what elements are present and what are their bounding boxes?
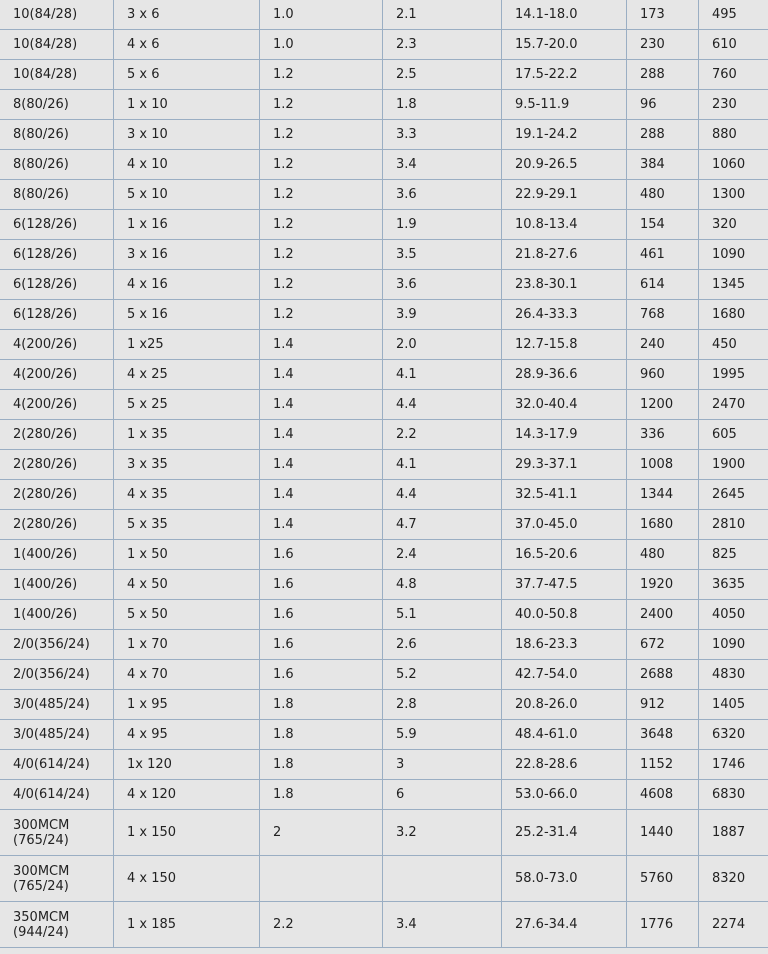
cell-outer-diameter: 15.7-20.0 bbox=[502, 30, 627, 60]
cell-cores-x-area: 5 x 6 bbox=[114, 60, 260, 90]
cell-cable-weight: 230 bbox=[699, 90, 768, 120]
cell-awg-size: 3/0(485/24) bbox=[0, 720, 114, 750]
cell-cores-x-area: 1 x 35 bbox=[114, 420, 260, 450]
cell-awg-size: 4(200/26) bbox=[0, 330, 114, 360]
cell-outer-diameter: 58.0-73.0 bbox=[502, 856, 627, 902]
cell-awg-size: 2/0(356/24) bbox=[0, 630, 114, 660]
cell-sheath-thickness: 6 bbox=[383, 780, 502, 810]
cell-cable-weight: 1680 bbox=[699, 300, 768, 330]
cell-cores-x-area: 3 x 16 bbox=[114, 240, 260, 270]
cell-awg-size: 350MCM (944/24) bbox=[0, 902, 114, 948]
cell-copper-weight: 288 bbox=[627, 60, 699, 90]
cell-cores-x-area: 5 x 35 bbox=[114, 510, 260, 540]
cell-cores-x-area: 1 x 95 bbox=[114, 690, 260, 720]
table-row bbox=[0, 540, 768, 570]
cell-insulation-thickness: 1.2 bbox=[260, 270, 383, 300]
table-row bbox=[0, 810, 768, 856]
cell-cores-x-area: 5 x 50 bbox=[114, 600, 260, 630]
cell-awg-size: 2(280/26) bbox=[0, 480, 114, 510]
cell-copper-weight: 1920 bbox=[627, 570, 699, 600]
cell-copper-weight: 912 bbox=[627, 690, 699, 720]
cell-awg-size: 6(128/26) bbox=[0, 270, 114, 300]
cell-cores-x-area: 1 x 50 bbox=[114, 540, 260, 570]
table-row bbox=[0, 690, 768, 720]
cell-cable-weight: 1746 bbox=[699, 750, 768, 780]
cell-outer-diameter: 42.7-54.0 bbox=[502, 660, 627, 690]
cell-outer-diameter: 53.0-66.0 bbox=[502, 780, 627, 810]
cell-copper-weight: 1152 bbox=[627, 750, 699, 780]
cell-insulation-thickness: 1.4 bbox=[260, 390, 383, 420]
table-row bbox=[0, 750, 768, 780]
cell-sheath-thickness: 4.1 bbox=[383, 360, 502, 390]
cell-insulation-thickness: 1.4 bbox=[260, 480, 383, 510]
table-row bbox=[0, 180, 768, 210]
cell-copper-weight: 1008 bbox=[627, 450, 699, 480]
cell-insulation-thickness: 1.4 bbox=[260, 330, 383, 360]
cell-cable-weight: 320 bbox=[699, 210, 768, 240]
cell-copper-weight: 96 bbox=[627, 90, 699, 120]
cell-awg-size: 10(84/28) bbox=[0, 0, 114, 30]
cell-outer-diameter: 23.8-30.1 bbox=[502, 270, 627, 300]
cell-insulation-thickness: 1.2 bbox=[260, 150, 383, 180]
table-row bbox=[0, 856, 768, 902]
cell-awg-size: 300MCM (765/24) bbox=[0, 810, 114, 856]
cell-sheath-thickness: 2.2 bbox=[383, 420, 502, 450]
cell-outer-diameter: 40.0-50.8 bbox=[502, 600, 627, 630]
cell-copper-weight: 384 bbox=[627, 150, 699, 180]
cell-copper-weight: 960 bbox=[627, 360, 699, 390]
cell-cores-x-area: 4 x 150 bbox=[114, 856, 260, 902]
cell-outer-diameter: 10.8-13.4 bbox=[502, 210, 627, 240]
cell-outer-diameter: 17.5-22.2 bbox=[502, 60, 627, 90]
cell-outer-diameter: 21.8-27.6 bbox=[502, 240, 627, 270]
cell-copper-weight: 240 bbox=[627, 330, 699, 360]
cell-insulation-thickness: 1.4 bbox=[260, 510, 383, 540]
cell-awg-size: 10(84/28) bbox=[0, 60, 114, 90]
cell-insulation-thickness: 1.6 bbox=[260, 660, 383, 690]
cell-insulation-thickness: 1.6 bbox=[260, 600, 383, 630]
cell-cores-x-area: 1 x 150 bbox=[114, 810, 260, 856]
cell-outer-diameter: 37.0-45.0 bbox=[502, 510, 627, 540]
cell-cable-weight: 6320 bbox=[699, 720, 768, 750]
cell-cable-weight: 2470 bbox=[699, 390, 768, 420]
cell-copper-weight: 3648 bbox=[627, 720, 699, 750]
cell-cable-weight: 4830 bbox=[699, 660, 768, 690]
cell-cable-weight: 1405 bbox=[699, 690, 768, 720]
cell-outer-diameter: 18.6-23.3 bbox=[502, 630, 627, 660]
cell-awg-size: 8(80/26) bbox=[0, 90, 114, 120]
cell-awg-size: 1(400/26) bbox=[0, 570, 114, 600]
cell-insulation-thickness: 1.6 bbox=[260, 570, 383, 600]
cell-awg-size: 2(280/26) bbox=[0, 450, 114, 480]
cell-cable-weight: 1090 bbox=[699, 240, 768, 270]
table-row bbox=[0, 60, 768, 90]
cell-insulation-thickness bbox=[260, 856, 383, 902]
cell-outer-diameter: 25.2-31.4 bbox=[502, 810, 627, 856]
cell-sheath-thickness: 3 bbox=[383, 750, 502, 780]
cell-cores-x-area: 3 x 35 bbox=[114, 450, 260, 480]
cell-outer-diameter: 16.5-20.6 bbox=[502, 540, 627, 570]
cell-sheath-thickness: 5.2 bbox=[383, 660, 502, 690]
table-row bbox=[0, 420, 768, 450]
cell-sheath-thickness: 3.6 bbox=[383, 180, 502, 210]
cell-insulation-thickness: 1.6 bbox=[260, 540, 383, 570]
cell-copper-weight: 1680 bbox=[627, 510, 699, 540]
cell-insulation-thickness: 1.6 bbox=[260, 630, 383, 660]
cell-cable-weight: 760 bbox=[699, 60, 768, 90]
cell-cores-x-area: 4 x 35 bbox=[114, 480, 260, 510]
cell-sheath-thickness: 2.1 bbox=[383, 0, 502, 30]
cell-insulation-thickness: 1.0 bbox=[260, 0, 383, 30]
cell-cable-weight: 450 bbox=[699, 330, 768, 360]
cell-cores-x-area: 5 x 25 bbox=[114, 390, 260, 420]
cell-copper-weight: 1344 bbox=[627, 480, 699, 510]
cell-copper-weight: 2400 bbox=[627, 600, 699, 630]
cell-insulation-thickness: 1.2 bbox=[260, 60, 383, 90]
table-row bbox=[0, 780, 768, 810]
cell-cable-weight: 1090 bbox=[699, 630, 768, 660]
cell-outer-diameter: 32.0-40.4 bbox=[502, 390, 627, 420]
table-row bbox=[0, 120, 768, 150]
cell-outer-diameter: 28.9-36.6 bbox=[502, 360, 627, 390]
table-row bbox=[0, 270, 768, 300]
cell-outer-diameter: 12.7-15.8 bbox=[502, 330, 627, 360]
cell-awg-size: 2(280/26) bbox=[0, 510, 114, 540]
cell-copper-weight: 672 bbox=[627, 630, 699, 660]
cell-copper-weight: 461 bbox=[627, 240, 699, 270]
cell-copper-weight: 1200 bbox=[627, 390, 699, 420]
cell-sheath-thickness: 4.8 bbox=[383, 570, 502, 600]
cell-sheath-thickness: 5.1 bbox=[383, 600, 502, 630]
table-row bbox=[0, 660, 768, 690]
cell-insulation-thickness: 1.0 bbox=[260, 30, 383, 60]
cell-awg-size: 6(128/26) bbox=[0, 210, 114, 240]
cell-copper-weight: 336 bbox=[627, 420, 699, 450]
table-row bbox=[0, 902, 768, 948]
cell-cores-x-area: 1 x 16 bbox=[114, 210, 260, 240]
cell-outer-diameter: 14.3-17.9 bbox=[502, 420, 627, 450]
cell-insulation-thickness: 1.2 bbox=[260, 120, 383, 150]
cell-sheath-thickness bbox=[383, 856, 502, 902]
table-row bbox=[0, 630, 768, 660]
cell-sheath-thickness: 2.8 bbox=[383, 690, 502, 720]
cell-awg-size: 4(200/26) bbox=[0, 360, 114, 390]
cell-outer-diameter: 22.8-28.6 bbox=[502, 750, 627, 780]
cell-cable-weight: 1060 bbox=[699, 150, 768, 180]
cell-cable-weight: 3635 bbox=[699, 570, 768, 600]
cell-sheath-thickness: 2.5 bbox=[383, 60, 502, 90]
cell-cable-weight: 1300 bbox=[699, 180, 768, 210]
cell-cores-x-area: 3 x 6 bbox=[114, 0, 260, 30]
cell-cable-weight: 1900 bbox=[699, 450, 768, 480]
cell-awg-size: 10(84/28) bbox=[0, 30, 114, 60]
cell-sheath-thickness: 2.3 bbox=[383, 30, 502, 60]
cell-outer-diameter: 26.4-33.3 bbox=[502, 300, 627, 330]
cell-outer-diameter: 9.5-11.9 bbox=[502, 90, 627, 120]
cell-cores-x-area: 4 x 50 bbox=[114, 570, 260, 600]
cell-sheath-thickness: 1.9 bbox=[383, 210, 502, 240]
cell-cable-weight: 880 bbox=[699, 120, 768, 150]
cell-insulation-thickness: 1.2 bbox=[260, 300, 383, 330]
cell-insulation-thickness: 2.2 bbox=[260, 902, 383, 948]
cell-sheath-thickness: 3.3 bbox=[383, 120, 502, 150]
cell-insulation-thickness: 1.2 bbox=[260, 210, 383, 240]
cell-awg-size: 1(400/26) bbox=[0, 600, 114, 630]
cell-outer-diameter: 20.9-26.5 bbox=[502, 150, 627, 180]
table-row bbox=[0, 0, 768, 30]
cell-cable-weight: 825 bbox=[699, 540, 768, 570]
cell-awg-size: 2(280/26) bbox=[0, 420, 114, 450]
cell-sheath-thickness: 3.6 bbox=[383, 270, 502, 300]
cell-outer-diameter: 22.9-29.1 bbox=[502, 180, 627, 210]
cell-outer-diameter: 32.5-41.1 bbox=[502, 480, 627, 510]
table-row bbox=[0, 480, 768, 510]
cell-cable-weight: 495 bbox=[699, 0, 768, 30]
cell-outer-diameter: 27.6-34.4 bbox=[502, 902, 627, 948]
cell-sheath-thickness: 3.4 bbox=[383, 902, 502, 948]
cell-awg-size: 300MCM (765/24) bbox=[0, 856, 114, 902]
cell-sheath-thickness: 3.5 bbox=[383, 240, 502, 270]
cell-insulation-thickness: 1.4 bbox=[260, 360, 383, 390]
table-row bbox=[0, 360, 768, 390]
cell-sheath-thickness: 5.9 bbox=[383, 720, 502, 750]
cell-cable-weight: 2810 bbox=[699, 510, 768, 540]
table-row bbox=[0, 30, 768, 60]
cell-outer-diameter: 19.1-24.2 bbox=[502, 120, 627, 150]
cell-copper-weight: 173 bbox=[627, 0, 699, 30]
cell-copper-weight: 154 bbox=[627, 210, 699, 240]
cell-sheath-thickness: 4.4 bbox=[383, 480, 502, 510]
cell-outer-diameter: 37.7-47.5 bbox=[502, 570, 627, 600]
cell-insulation-thickness: 1.8 bbox=[260, 690, 383, 720]
cell-awg-size: 4(200/26) bbox=[0, 390, 114, 420]
cell-copper-weight: 1440 bbox=[627, 810, 699, 856]
cell-insulation-thickness: 1.8 bbox=[260, 750, 383, 780]
cell-copper-weight: 4608 bbox=[627, 780, 699, 810]
cell-awg-size: 8(80/26) bbox=[0, 150, 114, 180]
cell-copper-weight: 2688 bbox=[627, 660, 699, 690]
cell-insulation-thickness: 1.8 bbox=[260, 780, 383, 810]
cell-copper-weight: 288 bbox=[627, 120, 699, 150]
table-row bbox=[0, 510, 768, 540]
cell-cores-x-area: 4 x 25 bbox=[114, 360, 260, 390]
cell-cores-x-area: 1 x25 bbox=[114, 330, 260, 360]
table-row bbox=[0, 150, 768, 180]
cell-sheath-thickness: 4.7 bbox=[383, 510, 502, 540]
cell-cable-weight: 4050 bbox=[699, 600, 768, 630]
cell-sheath-thickness: 1.8 bbox=[383, 90, 502, 120]
cell-insulation-thickness: 1.8 bbox=[260, 720, 383, 750]
table-row bbox=[0, 600, 768, 630]
cell-sheath-thickness: 4.4 bbox=[383, 390, 502, 420]
cell-sheath-thickness: 2.4 bbox=[383, 540, 502, 570]
cell-sheath-thickness: 2.6 bbox=[383, 630, 502, 660]
table-row bbox=[0, 210, 768, 240]
cell-awg-size: 3/0(485/24) bbox=[0, 690, 114, 720]
cell-awg-size: 1(400/26) bbox=[0, 540, 114, 570]
cell-cores-x-area: 5 x 16 bbox=[114, 300, 260, 330]
cell-cores-x-area: 4 x 120 bbox=[114, 780, 260, 810]
cell-awg-size: 8(80/26) bbox=[0, 120, 114, 150]
cell-insulation-thickness: 1.2 bbox=[260, 240, 383, 270]
cell-copper-weight: 230 bbox=[627, 30, 699, 60]
cell-cores-x-area: 4 x 70 bbox=[114, 660, 260, 690]
table-row bbox=[0, 390, 768, 420]
cell-cable-weight: 2274 bbox=[699, 902, 768, 948]
cell-insulation-thickness: 1.4 bbox=[260, 450, 383, 480]
cell-insulation-thickness: 1.2 bbox=[260, 180, 383, 210]
cell-cable-weight: 1995 bbox=[699, 360, 768, 390]
table-row bbox=[0, 90, 768, 120]
cell-sheath-thickness: 3.2 bbox=[383, 810, 502, 856]
cell-awg-size: 6(128/26) bbox=[0, 300, 114, 330]
cell-cores-x-area: 1 x 185 bbox=[114, 902, 260, 948]
table-row bbox=[0, 570, 768, 600]
cell-awg-size: 6(128/26) bbox=[0, 240, 114, 270]
cell-awg-size: 4/0(614/24) bbox=[0, 750, 114, 780]
cell-cores-x-area: 5 x 10 bbox=[114, 180, 260, 210]
cell-cores-x-area: 1x 120 bbox=[114, 750, 260, 780]
cell-cores-x-area: 1 x 70 bbox=[114, 630, 260, 660]
cell-cores-x-area: 4 x 10 bbox=[114, 150, 260, 180]
cell-copper-weight: 768 bbox=[627, 300, 699, 330]
table-row bbox=[0, 450, 768, 480]
cell-awg-size: 8(80/26) bbox=[0, 180, 114, 210]
table-row bbox=[0, 300, 768, 330]
cell-sheath-thickness: 3.4 bbox=[383, 150, 502, 180]
cell-insulation-thickness: 2 bbox=[260, 810, 383, 856]
cell-awg-size: 2/0(356/24) bbox=[0, 660, 114, 690]
cell-cable-weight: 605 bbox=[699, 420, 768, 450]
cell-outer-diameter: 20.8-26.0 bbox=[502, 690, 627, 720]
cell-cable-weight: 610 bbox=[699, 30, 768, 60]
cell-insulation-thickness: 1.2 bbox=[260, 90, 383, 120]
cell-cable-weight: 1345 bbox=[699, 270, 768, 300]
cell-awg-size: 4/0(614/24) bbox=[0, 780, 114, 810]
cell-sheath-thickness: 3.9 bbox=[383, 300, 502, 330]
cell-copper-weight: 1776 bbox=[627, 902, 699, 948]
cell-copper-weight: 614 bbox=[627, 270, 699, 300]
cell-sheath-thickness: 4.1 bbox=[383, 450, 502, 480]
cell-cable-weight: 2645 bbox=[699, 480, 768, 510]
cell-cable-weight: 6830 bbox=[699, 780, 768, 810]
table-row bbox=[0, 720, 768, 750]
cell-outer-diameter: 48.4-61.0 bbox=[502, 720, 627, 750]
cell-cores-x-area: 4 x 16 bbox=[114, 270, 260, 300]
cell-outer-diameter: 14.1-18.0 bbox=[502, 0, 627, 30]
cell-cores-x-area: 3 x 10 bbox=[114, 120, 260, 150]
cell-outer-diameter: 29.3-37.1 bbox=[502, 450, 627, 480]
cell-cable-weight: 8320 bbox=[699, 856, 768, 902]
cell-copper-weight: 480 bbox=[627, 540, 699, 570]
table-row bbox=[0, 240, 768, 270]
table-row bbox=[0, 330, 768, 360]
cell-copper-weight: 5760 bbox=[627, 856, 699, 902]
cell-sheath-thickness: 2.0 bbox=[383, 330, 502, 360]
cell-insulation-thickness: 1.4 bbox=[260, 420, 383, 450]
cell-cores-x-area: 4 x 6 bbox=[114, 30, 260, 60]
cell-copper-weight: 480 bbox=[627, 180, 699, 210]
cell-cores-x-area: 1 x 10 bbox=[114, 90, 260, 120]
cell-cores-x-area: 4 x 95 bbox=[114, 720, 260, 750]
cell-cable-weight: 1887 bbox=[699, 810, 768, 856]
